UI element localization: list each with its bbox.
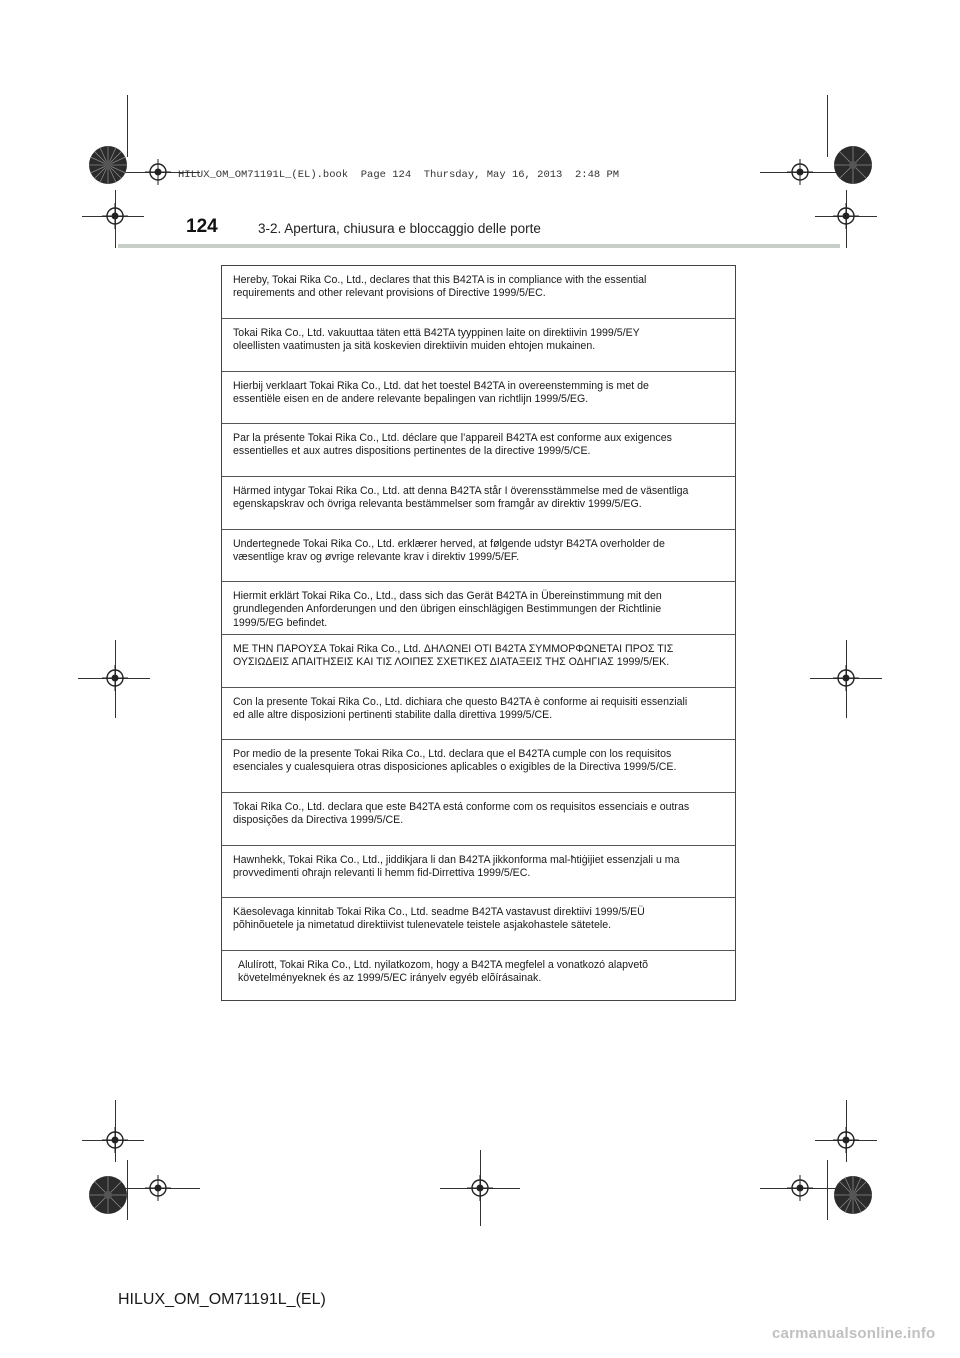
watermark: carmanualsonline.info	[772, 1325, 936, 1342]
declaration-text: Tokai Rika Co., Ltd. vakuuttaa täten että B42TA tyyppinen laite on direktiivin 1999/5/EY oleellisten vaatimusten ja sitä koskevien direktiivin muiden ehtojen mukainen.	[233, 327, 640, 353]
registration-crosshair-icon	[787, 159, 813, 185]
declaration-row	[222, 319, 735, 372]
header-rule	[118, 244, 840, 248]
registration-wheel-icon	[833, 145, 873, 185]
registration-crosshair-icon	[102, 203, 128, 229]
declaration-text: Hereby, Tokai Rika Co., Ltd., declares that this B42TA is in compliance with the essential requirements and other relevant provisions of Directive 1999/5/EC.	[233, 274, 647, 300]
declaration-text: Hierbij verklaart Tokai Rika Co., Ltd. dat het toestel B42TA in overeenstemming is met de essentiële eisen en de andere relevante bepalingen van richtlijn 1999/5/EG.	[233, 380, 649, 406]
registration-crosshair-icon	[833, 665, 859, 691]
declaration-row	[222, 846, 735, 898]
registration-wheel-icon	[833, 1175, 873, 1215]
page-number: 124	[186, 216, 218, 237]
declaration-text: Par la présente Tokai Rika Co., Ltd. déclare que l’appareil B42TA est conforme aux exigences essentielles et aux autres dispositions pertinentes de la directive 1999/5/CE.	[233, 432, 672, 458]
declaration-row	[222, 951, 735, 1000]
declaration-text: Käesolevaga kinnitab Tokai Rika Co., Ltd. seadme B42TA vastavust direktiivi 1999/5/EÜ põhinõuetele ja nimetatud direktiivist tulenevatele teistele asjakohastele sätetele.	[233, 906, 645, 932]
declaration-row	[222, 898, 735, 951]
declaration-text: Tokai Rika Co., Ltd. declara que este B42TA está conforme com os requisitos essenciais e outras disposições da Directiva 1999/5/CE.	[233, 801, 690, 827]
declaration-row	[222, 266, 735, 319]
declaration-text: ΜΕ ΤΗΝ ΠΑΡΟΥΣΑ Tokai Rika Co., Ltd. ΔΗΛΩΝΕΙ ΟΤΙ B42TA ΣΥΜΜΟΡΦΩΝΕΤΑΙ ΠΡΟΣ ΤΙΣ ΟΥΣΙΩΔΕΙΣ ΑΠΑΙΤΗΣΕΙΣ ΚΑΙ ΤΙΣ ΛΟΙΠΕΣ ΣΧΕΤΙΚΕΣ ΔΙΑΤΑΞΕΙΣ ΤΗΣ ΟΔΗΓΙΑΣ 1999/5/ΕΚ.	[233, 643, 674, 669]
declaration-row	[222, 793, 735, 846]
declaration-row	[222, 740, 735, 793]
registration-wheel-icon	[88, 1175, 128, 1215]
registration-crosshair-icon	[467, 1175, 493, 1201]
declaration-text: Alulírott, Tokai Rika Co., Ltd. nyilatkozom, hogy a B42TA megfelel a vonatkozó alapvetõ követelményeknek és az 1999/5/EC irányelv egyéb elõírásainak.	[238, 959, 649, 985]
declaration-text: Härmed intygar Tokai Rika Co., Ltd. att denna B42TA står I överensstämmelse med de väsentliga egenskapskrav och övriga relevanta bestämmelser som framgår av direktiv 1999/5/EG.	[233, 485, 689, 511]
registration-crosshair-icon	[145, 159, 171, 185]
section-title: 3-2. Apertura, chiusura e bloccaggio delle porte	[258, 221, 541, 236]
registration-wheel-icon	[88, 145, 128, 185]
declaration-row	[222, 582, 735, 635]
declarations-table	[221, 265, 736, 1001]
declaration-row	[222, 530, 735, 582]
declaration-row	[222, 477, 735, 530]
registration-crosshair-icon	[102, 1127, 128, 1153]
declaration-row	[222, 635, 735, 688]
declaration-text: Hiermit erklärt Tokai Rika Co., Ltd., dass sich das Gerät B42TA in Übereinstimmung mit den grundlegenden Anforderungen und den übrigen einschlägigen Bestimmungen der Richtlinie 1999/5/EG befindet.	[233, 590, 662, 629]
declaration-row	[222, 688, 735, 740]
declaration-row	[222, 372, 735, 424]
declaration-row	[222, 424, 735, 477]
book-stamp: HILUX_OM_OM71191L_(EL).book Page 124 Thursday, May 16, 2013 2:48 PM	[178, 169, 620, 181]
declaration-text: Undertegnede Tokai Rika Co., Ltd. erklærer herved, at følgende udstyr B42TA overholder de væsentlige krav og øvrige relevante krav i direktiv 1999/5/EF.	[233, 538, 665, 564]
declaration-text: Hawnhekk, Tokai Rika Co., Ltd., jiddikjara li dan B42TA jikkonforma mal-ħtiġijiet essenzjali u ma provvedimenti oħrajn relevanti li hemm fid-Dirrettiva 1999/5/EC.	[233, 854, 680, 880]
registration-crosshair-icon	[833, 203, 859, 229]
registration-crosshair-icon	[102, 665, 128, 691]
registration-crosshair-icon	[833, 1127, 859, 1153]
registration-crosshair-icon	[145, 1175, 171, 1201]
registration-crosshair-icon	[787, 1175, 813, 1201]
declaration-text: Con la presente Tokai Rika Co., Ltd. dichiara che questo B42TA è conforme ai requisiti essenziali ed alle altre disposizioni pertinenti stabilite dalla direttiva 1999/5/CE.	[233, 696, 688, 722]
document-code: HILUX_OM_OM71191L_(EL)	[118, 1291, 326, 1308]
declaration-text: Por medio de la presente Tokai Rika Co., Ltd. declara que el B42TA cumple con los requisitos esenciales y cualesquiera otras disposiciones aplicables o exigibles de la Directiva 1999/5/CE.	[233, 748, 677, 774]
